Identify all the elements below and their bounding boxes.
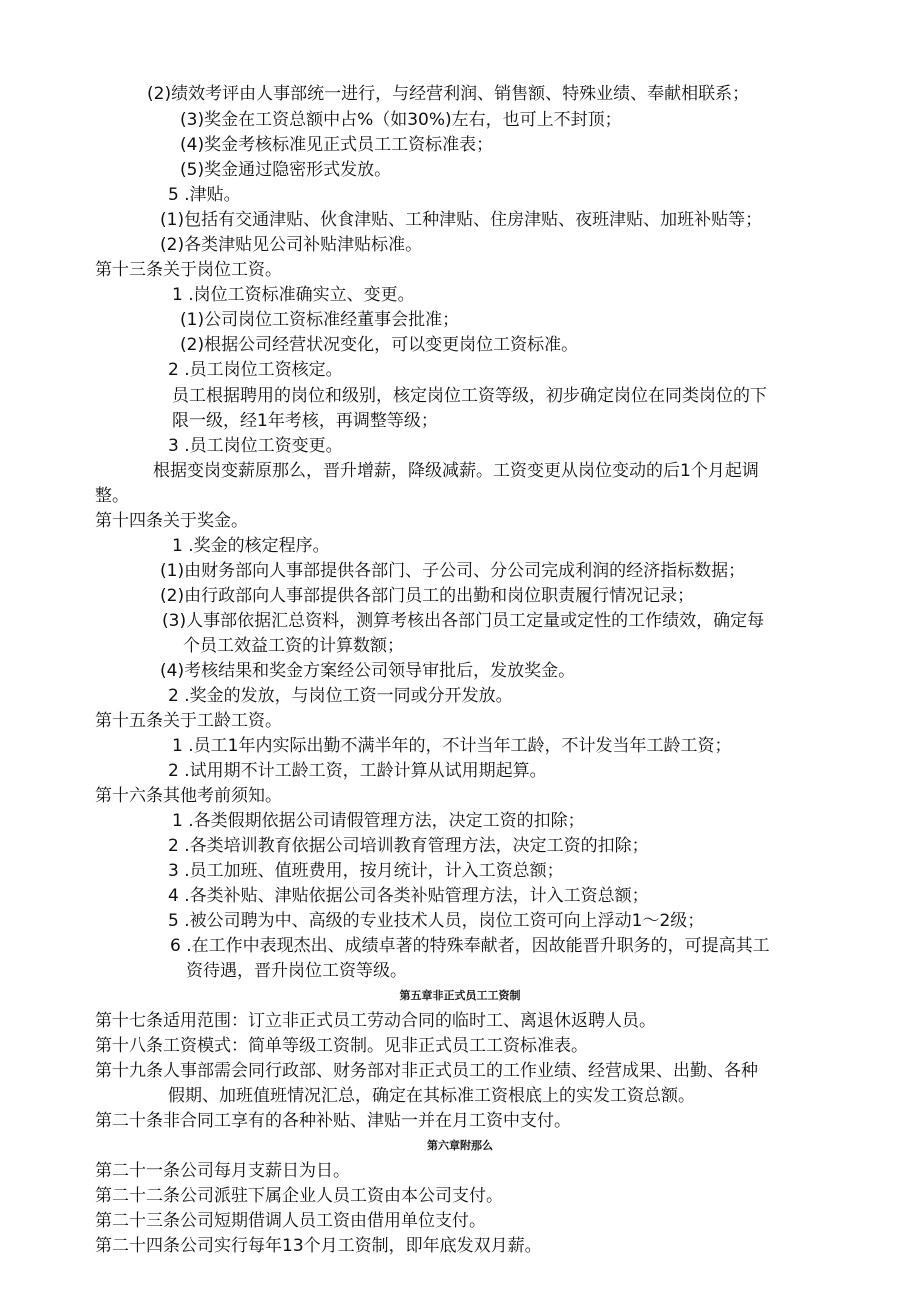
- text-line: 个员工效益工资的计算数额；: [183, 636, 404, 656]
- article-heading: 第二十一条公司每月支薪日为日。: [95, 1161, 350, 1181]
- chapter-heading: 第五章非正式员工工资制: [399, 989, 521, 1002]
- chapter-heading: 第六章附那么: [427, 1139, 493, 1152]
- article-heading: 第二十二条公司派驻下属企业人员工资由本公司支付。: [95, 1186, 503, 1206]
- text-line: (4)考核结果和奖金方案经公司领导审批后，发放奖金。: [160, 661, 576, 681]
- text-line: 4 .各类补贴、津贴依据公司各类补贴管理方法，计入工资总额；: [168, 886, 649, 906]
- text-line: (2)根据公司经营状况变化，可以变更岗位工资标准。: [180, 335, 579, 355]
- text-line: (2)绩效考评由人事部统一进行，与经营利润、销售额、特殊业绩、奉献相联系；: [147, 84, 750, 104]
- text-line: 1 .奖金的核定程序。: [172, 536, 330, 556]
- text-line: (2)由行政部向人事部提供各部门员工的出勤和岗位职责履行情况记录；: [160, 586, 695, 606]
- text-line: 6 .在工作中表现杰出、成绩卓著的特殊奉献者，因故能晋升职务的，可提高其工: [170, 936, 770, 956]
- text-line: 员工根据聘用的岗位和级别，核定岗位工资等级，初步确定岗位在同类岗位的下: [172, 386, 767, 406]
- text-line: 5 .被公司聘为中、高级的专业技术人员，岗位工资可向上浮动1～2级；: [168, 911, 705, 931]
- article-heading: 第二十四条公司实行每年13个月工资制，即年底发双月薪。: [95, 1236, 542, 1256]
- article-heading: 第十五条关于工龄工资。: [95, 711, 282, 731]
- text-line: 限一级，经1年考核，再调整等级；: [172, 411, 438, 431]
- article-heading: 第十八条工资模式：简单等级工资制。见非正式员工工资标准表。: [95, 1036, 588, 1056]
- article-heading: 第十四条关于奖金。: [95, 511, 248, 531]
- text-line: (5)奖金通过隐密形式发放。: [180, 160, 392, 180]
- text-line: 3 .员工加班、值班费用，按月统计，计入工资总额；: [168, 861, 564, 881]
- text-line: 1 .员工1年内实际出勤不满半年的，不计当年工龄，不计发当年工龄工资；: [172, 736, 732, 756]
- text-line: (1)包括有交通津贴、伙食津贴、工种津贴、住房津贴、夜班津贴、加班补贴等；: [160, 210, 763, 230]
- text-line: 3 .员工岗位工资变更。: [168, 436, 343, 456]
- text-line: (3)奖金在工资总额中占%（如30%)左右，也可上不封顶；: [180, 110, 622, 130]
- article-heading: 第二十三条公司短期借调人员工资由借用单位支付。: [95, 1211, 486, 1231]
- text-line: 2 .奖金的发放，与岗位工资一同或分开发放。: [168, 686, 513, 706]
- text-line: 1 .岗位工资标准确实立、变更。: [172, 285, 415, 305]
- article-heading: 第十三条关于岗位工资。: [95, 260, 282, 280]
- text-line: 1 .各类假期依据公司请假管理方法，决定工资的扣除；: [172, 811, 585, 831]
- text-line: 假期、加班值班情况汇总，确定在其标准工资根底上的实发工资总额。: [168, 1086, 695, 1106]
- text-line: 根据变岗变薪原那么，晋升增薪，降级减薪。工资变更从岗位变动的后1个月起调: [153, 461, 759, 481]
- text-line: (4)奖金考核标准见正式员工工资标准表；: [180, 135, 494, 155]
- article-heading: 第十七条适用范围：订立非正式员工劳动合同的临时工、离退休返聘人员。: [95, 1011, 656, 1031]
- text-line: (1)公司岗位工资标准经董事会批准；: [180, 310, 460, 330]
- text-line: 2 .员工岗位工资核定。: [168, 360, 343, 380]
- text-line: 整。: [95, 486, 129, 506]
- text-line: 2 .各类培训教育依据公司培训教育管理方法，决定工资的扣除；: [168, 836, 649, 856]
- text-line: (3)人事部依据汇总资料，测算考核出各部门员工定量或定性的工作绩效，确定每: [162, 611, 765, 631]
- article-heading: 第十九条人事部需会同行政部、财务部对非正式员工的工作业绩、经营成果、出勤、各种: [95, 1061, 758, 1081]
- article-heading: 第十六条其他考前须知。: [95, 786, 282, 806]
- text-line: 5 .津贴。: [168, 185, 241, 205]
- text-line: 2 .试用期不计工龄工资，工龄计算从试用期起算。: [168, 761, 547, 781]
- text-line: (1)由财务部向人事部提供各部门、子公司、分公司完成利润的经济指标数据；: [160, 561, 746, 581]
- text-line: (2)各类津贴见公司补贴津贴标准。: [160, 235, 423, 255]
- article-heading: 第二十条非合同工享有的各种补贴、津贴一并在月工资中支付。: [95, 1111, 571, 1131]
- text-line: 资待遇，晋升岗位工资等级。: [186, 961, 407, 981]
